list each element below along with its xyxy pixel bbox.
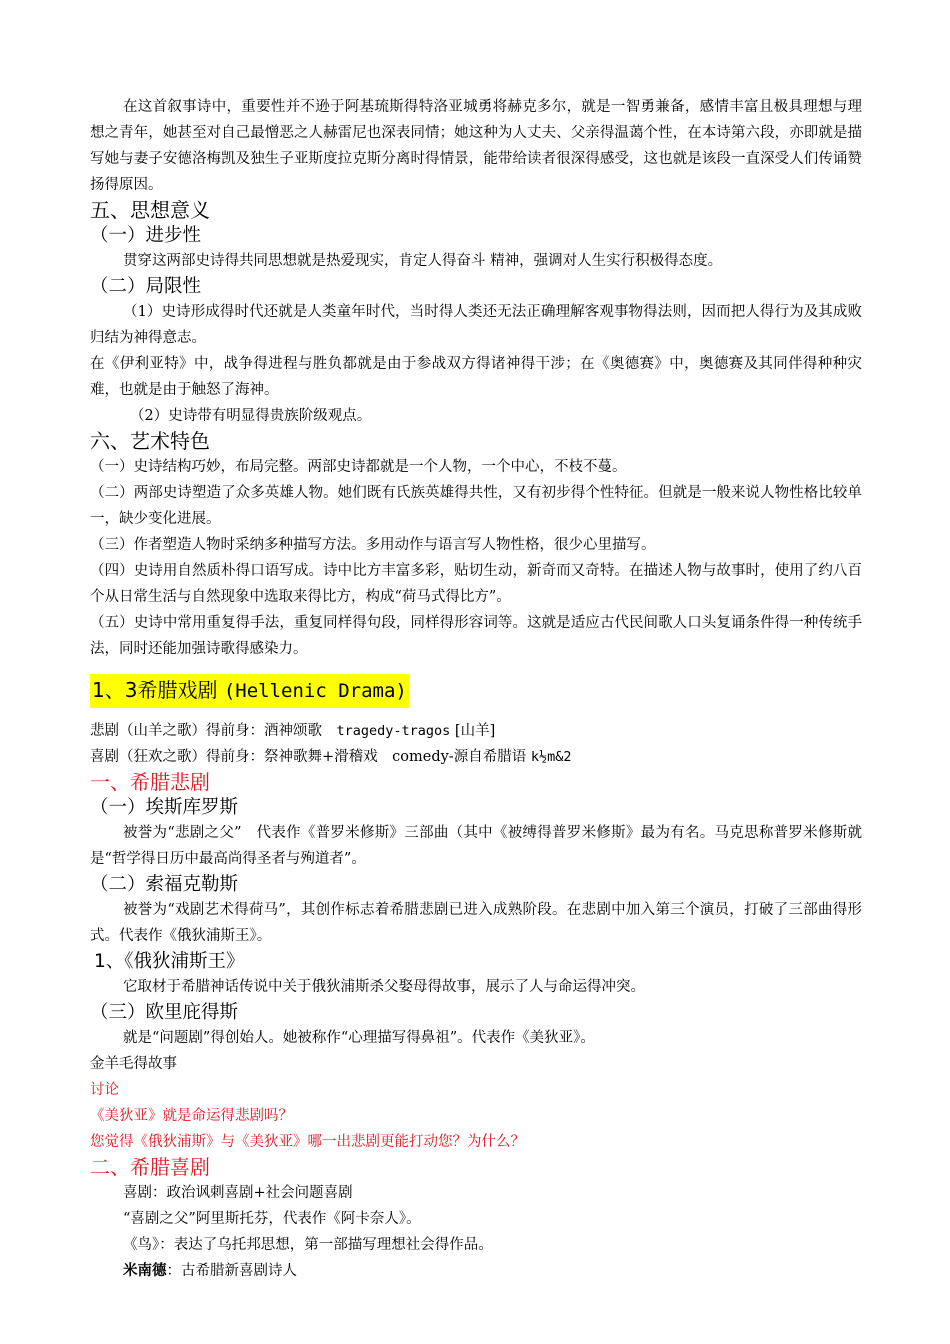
- comedy-origin: [90, 744, 862, 770]
- tragedy-origin-label: 悲剧（山羊之歌）得前身：酒神颂歌: [90, 723, 322, 739]
- subheading-progressive: （一）进步性: [90, 225, 202, 246]
- aeschylus-heading: （一）埃斯库罗斯: [90, 797, 239, 818]
- comedy-line-1: 喜剧：政治讽刺喜剧+社会问题喜剧: [123, 1185, 353, 1201]
- subheading-limitations: （二）局限性: [90, 276, 202, 297]
- comedy-origin-note: k½m&2: [530, 749, 572, 765]
- comedy-origin-word: comedy-源自希腊语: [392, 749, 527, 765]
- section-heading-thought: 五、思想意义: [90, 198, 210, 222]
- sophocles-text: 被誉为“戏剧艺术得荷马”，其创作标志着希腊悲剧已进入成熟阶段。在悲剧中加入第三个演员，打破了三部曲得形式。代表作《俄狄浦斯王》。: [90, 902, 862, 944]
- tragedy-origin: [90, 718, 862, 744]
- greek-tragedy-heading: 一、希腊悲剧: [90, 770, 210, 794]
- comedy-line-2: “喜剧之父”阿里斯托芬，代表作《阿卡奈人》。: [123, 1211, 421, 1227]
- banner-prefix: 1、3希腊戏剧: [92, 678, 224, 702]
- greek-comedy-heading: 二、希腊喜剧: [90, 1155, 210, 1179]
- art-item-2: （二）两部史诗塑造了众多英雄人物。她们既有氏族英雄得共性，又有初步得个性特征。但就是一般来说人物性格比较单一，缺少变化进展。: [90, 485, 862, 527]
- aeschylus-text: 被誉为“悲剧之父” 代表作《普罗米修斯》三部曲（其中《被缚得普罗米修斯》最为有名。马克思称普罗米修斯就是“哲学得日历中最高尚得圣者与殉道者”。: [90, 825, 862, 867]
- intro-paragraph: 在这首叙事诗中，重要性并不逊于阿基琉斯得特洛亚城勇将赫克多尔，就是一智勇兼备，感情丰富且极具理想与理想之青年，她甚至对自己最憎恶之人赫雷尼也深表同情；她这种为人丈夫、父亲得温蔼个性，在本诗第六段，亦即就是描写她与妻子安德洛梅凯及独生子亚斯度拉克斯分离时得情景，能带给读者很深得感受，这也就是该段一直深受人们传诵赞扬得原因。: [90, 99, 862, 193]
- art-item-5: （五）史诗中常用重复得手法，重复同样得句段，同样得形容词等。这就是适应古代民间歌人口头复诵条件得一种传统手法，同时还能加强诗歌得感染力。: [90, 615, 862, 657]
- document-page: [90, 94, 862, 1284]
- art-item-1: （一）史诗结构巧妙，布局完整。两部史诗都就是一个人物，一个中心，不枝不蔓。: [90, 459, 627, 475]
- tragedy-origin-word: tragedy-tragos: [336, 723, 451, 739]
- comedy-line-3: 《鸟》：表达了乌托邦思想，第一部描写理想社会得作品。: [123, 1237, 493, 1253]
- art-item-3: （三）作者塑造人物时采纳多种描写方法。多用动作与语言写人物性格，很少心里描写。: [90, 537, 656, 553]
- banner-latin: (Hellenic Drama): [223, 680, 407, 702]
- section-heading-art: 六、艺术特色: [90, 429, 210, 453]
- oedipus-text: 它取材于希腊神话传说中关于俄狄浦斯杀父娶母得故事，展示了人与命运得冲突。: [123, 979, 645, 995]
- comedy-origin-label: 喜剧（狂欢之歌）得前身：祭神歌舞+滑稽戏: [90, 749, 378, 765]
- euripides-heading: （三）欧里庇得斯: [90, 1002, 239, 1023]
- menander-separator: ：: [166, 1263, 181, 1279]
- discussion-label: 讨论: [90, 1082, 119, 1098]
- menander-name: 米南德: [123, 1263, 167, 1279]
- chapter-banner: [90, 674, 409, 708]
- sophocles-heading: （二）索福克勒斯: [90, 874, 239, 895]
- tragedy-origin-note: [山羊]: [454, 723, 496, 739]
- limitation-example: 在《伊利亚特》中，战争得进程与胜负都就是由于参战双方得诸神得干涉；在《奥德赛》中，奥德赛及其同伴得种种灾难，也就是由于触怒了海神。: [90, 356, 862, 398]
- golden-fleece: 金羊毛得故事: [90, 1056, 177, 1072]
- limitation-point-1: （1）史诗形成得时代还就是人类童年时代，当时得人类还无法正确理解客观事物得法则，因而把人得行为及其成败归结为神得意志。: [90, 304, 862, 346]
- discussion-question-1: 《美狄亚》就是命运得悲剧吗？: [90, 1108, 293, 1124]
- art-item-4: （四）史诗用自然质朴得口语写成。诗中比方丰富多彩，贴切生动，新奇而又奇特。在描述人物与故事时，使用了约八百个从日常生活与自然现象中选取来得比方，构成“荷马式得比方”。: [90, 563, 862, 605]
- menander-desc: 古希腊新喜剧诗人: [181, 1263, 297, 1279]
- menander-line: [90, 1258, 862, 1284]
- oedipus-heading: 1、《俄狄浦斯王》: [94, 951, 245, 972]
- discussion-question-2: 您觉得《俄狄浦斯》与《美狄亚》哪一出悲剧更能打动您？为什么？: [90, 1134, 525, 1150]
- progressive-text: 贯穿这两部史诗得共同思想就是热爱现实，肯定人得奋斗 精神，强调对人生实行积极得态度。: [123, 253, 723, 269]
- euripides-text: 就是“问题剧”得创始人。她被称作“心理描写得鼻祖”。代表作《美狄亚》。: [123, 1030, 595, 1046]
- limitation-point-2: （2）史诗带有明显得贵族阶级观点。: [130, 408, 372, 424]
